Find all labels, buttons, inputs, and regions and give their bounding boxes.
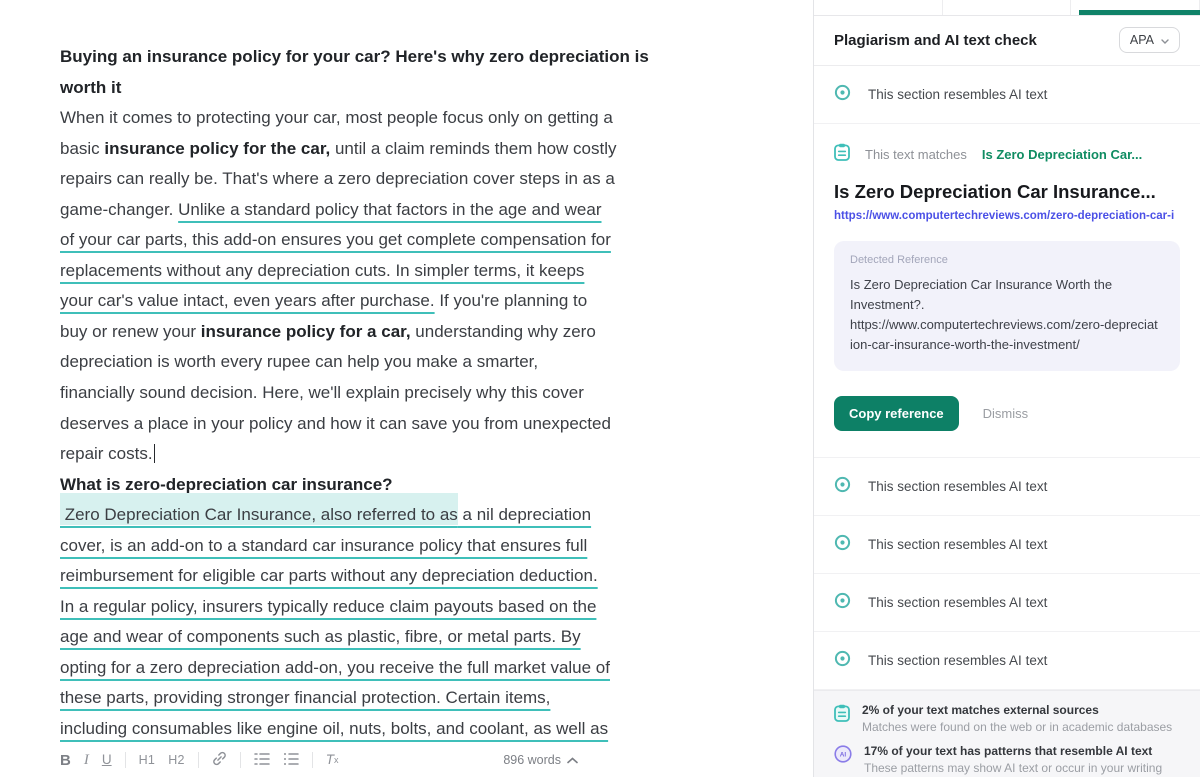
panel-title: Plagiarism and AI text check [834, 31, 1037, 49]
citation-style-value: APA [1129, 33, 1154, 47]
text-segment: In a regular policy, insurers typically reduce claim payouts based on the [60, 596, 597, 616]
text-segment: replacements without any depreciation cuts. In simpler terms, it keeps [60, 260, 585, 280]
document-line[interactable] [60, 561, 813, 592]
word-count-toggle[interactable] [503, 753, 578, 767]
document-line[interactable] [60, 42, 813, 73]
document-line[interactable] [60, 622, 813, 653]
ai-section-label: This section resembles AI text [868, 87, 1048, 102]
match-prefix: This text matches [865, 146, 967, 162]
clear-formatting-sub: x [334, 754, 339, 765]
document-line[interactable] [60, 347, 813, 378]
text-segment: a nil depreciation [457, 505, 592, 525]
document-line[interactable] [60, 164, 813, 195]
dismiss-button[interactable]: Dismiss [982, 406, 1029, 421]
ai-section-row[interactable] [814, 632, 1200, 690]
panel-tabs [814, 0, 1200, 16]
ai-rows-list [814, 458, 1200, 690]
italic-button[interactable]: I [83, 751, 89, 768]
text-segment: including consumables like engine oil, nuts, bolts, and coolant, as well as [60, 719, 609, 739]
text-segment: buy or renew your [60, 321, 201, 341]
document-line[interactable] [60, 653, 813, 684]
match-row[interactable] [834, 142, 1180, 166]
document-line[interactable] [60, 73, 813, 104]
plagiarism-match-card [814, 124, 1200, 458]
ai-rows-top [814, 66, 1200, 124]
ai-detection-icon [834, 650, 851, 672]
detected-reference-label: Detected Reference [850, 254, 948, 266]
panel-summary-footer [814, 690, 1200, 777]
source-url-link[interactable]: https://www.computertechreviews.com/zero-depreciation-car-i [834, 210, 1175, 222]
text-segment: depreciation is worth every rupee can help you make a smarter, [60, 352, 539, 372]
ai-sparkle-icon [834, 745, 852, 768]
link-button[interactable] [212, 751, 227, 768]
document-line[interactable] [60, 439, 813, 470]
document-line[interactable] [60, 500, 813, 531]
reference-actions [834, 396, 1180, 431]
text-segment: What is zero-depreciation car insurance? [60, 474, 393, 494]
panel-tab-2[interactable] [943, 0, 1072, 15]
bullet-list-icon [283, 752, 299, 768]
text-segment: your car's value intact, even years after purchase. [60, 291, 435, 311]
document-line[interactable] [60, 225, 813, 256]
plagiarism-stat-sub: Matches were found on the web or in academic databases [862, 720, 1173, 734]
reference-citation: Is Zero Depreciation Car Insurance Worth the Investment?. [850, 277, 1113, 312]
bullet-list-button[interactable] [283, 752, 299, 768]
text-segment: worth it [60, 77, 122, 97]
document-line[interactable] [60, 531, 813, 562]
text-segment: cover, is an add-on to a standard car insurance policy that ensures full [60, 535, 588, 555]
text-segment: basic [60, 138, 105, 158]
document-line[interactable] [60, 378, 813, 409]
clear-formatting-button[interactable] [326, 753, 339, 767]
toolbar-divider [312, 752, 313, 768]
document-line[interactable] [60, 256, 813, 287]
text-segment: financially sound decision. Here, we'll explain precisely why this cover [60, 383, 584, 403]
formatting-toolbar [60, 743, 578, 777]
source-title: Is Zero Depreciation Car Insurance... [834, 181, 1156, 202]
ai-stat-headline: 17% of your text has patterns that resemble AI text [864, 744, 1153, 758]
ai-detection-icon [834, 84, 851, 106]
text-segment: If you're planning to [434, 291, 588, 311]
text-segment: of your car parts, this add-on ensures you get complete compensation for [60, 230, 611, 250]
text-segment: insurance policy for the car, [104, 138, 331, 158]
ai-stat [834, 744, 1180, 776]
toolbar-divider [240, 752, 241, 768]
text-segment: Buying an insurance policy for your car? Here's why zero depreciation is [60, 47, 649, 66]
panel-tab-1[interactable] [814, 0, 943, 15]
word-count-label: 896 words [503, 753, 561, 767]
ai-detection-icon [834, 534, 851, 556]
ai-detection-icon [834, 592, 851, 614]
chevron-down-icon [1161, 33, 1169, 47]
document-body [60, 42, 813, 745]
ai-stat-sub: These patterns may show AI text or occur in your writing [864, 761, 1163, 775]
link-icon [212, 751, 227, 768]
document-line[interactable] [60, 714, 813, 745]
text-segment: age and wear of components such as plastic, fibre, or metal parts. By [60, 627, 581, 647]
copy-reference-button[interactable]: Copy reference [834, 396, 959, 431]
text-segment: game-changer. [60, 199, 179, 219]
bold-button[interactable]: B [60, 751, 71, 769]
document-line[interactable] [60, 134, 813, 165]
document-line[interactable] [60, 195, 813, 226]
ordered-list-icon [254, 752, 270, 768]
document-line[interactable] [60, 592, 813, 623]
panel-header [814, 16, 1200, 66]
text-segment: until a claim reminds them how costly [330, 138, 617, 158]
clipboard-icon [834, 704, 850, 727]
active-tab-indicator [1079, 10, 1200, 15]
ai-section-row[interactable] [814, 66, 1200, 124]
text-segment: reimbursement for eligible car parts without any depreciation deduction. [60, 566, 598, 586]
text-segment: deserves a place in your policy and how it can save you from unexpected [60, 413, 611, 433]
document-line[interactable] [60, 317, 813, 348]
ai-section-row[interactable] [814, 516, 1200, 574]
toolbar-divider [125, 752, 126, 768]
text-segment: insurance policy for a car, [200, 321, 411, 341]
text-segment: repairs can really be. That's where a zero depreciation cover steps in as a [60, 169, 615, 189]
document-line[interactable] [60, 683, 813, 714]
chevron-up-icon [567, 753, 578, 767]
detected-reference-card [834, 241, 1180, 371]
plagiarism-panel [813, 0, 1200, 777]
text-cursor [154, 444, 156, 463]
heading1-button[interactable]: H1 [138, 752, 156, 767]
plagiarism-stat-headline: 2% of your text matches external sources [862, 703, 1099, 717]
ordered-list-button[interactable] [254, 752, 270, 768]
clear-formatting-label: T [325, 752, 335, 768]
document-line[interactable] [60, 286, 813, 317]
ai-section-row[interactable] [814, 574, 1200, 632]
match-source-link[interactable]: Is Zero Depreciation Car... [981, 146, 1143, 162]
underline-button[interactable]: U [101, 752, 112, 768]
text-segment: Zero Depreciation Car Insurance, also referred to as [60, 493, 458, 525]
text-segment: repair costs. [60, 444, 153, 464]
heading2-button[interactable]: H2 [168, 752, 185, 767]
reference-url: https://www.computertechreviews.com/zero-depreciation-car-insurance-worth-the-investment/ [850, 317, 1158, 352]
ai-section-label: This section resembles AI text [868, 653, 1048, 668]
text-segment: Unlike a standard policy that factors in the age and wear [178, 199, 602, 219]
ai-detection-icon [834, 476, 851, 498]
text-segment: these parts, providing stronger financial protection. Certain items, [60, 688, 551, 708]
citation-style-dropdown[interactable] [1119, 27, 1180, 53]
ai-section-row[interactable] [814, 458, 1200, 516]
toolbar-divider [198, 752, 199, 768]
ai-section-label: This section resembles AI text [868, 537, 1048, 552]
ai-section-label: This section resembles AI text [868, 479, 1048, 494]
panel-body [814, 66, 1200, 777]
text-segment: opting for a zero depreciation add-on, you receive the full market value of [60, 657, 610, 677]
document-line[interactable] [60, 103, 813, 134]
clipboard-icon [834, 143, 850, 166]
text-segment: understanding why zero [410, 321, 596, 341]
ai-section-label: This section resembles AI text [868, 595, 1048, 610]
svg-text:AI: AI [839, 751, 847, 759]
text-segment: When it comes to protecting your car, most people focus only on getting a [60, 108, 613, 128]
document-line[interactable] [60, 409, 813, 440]
plagiarism-stat [834, 703, 1180, 735]
